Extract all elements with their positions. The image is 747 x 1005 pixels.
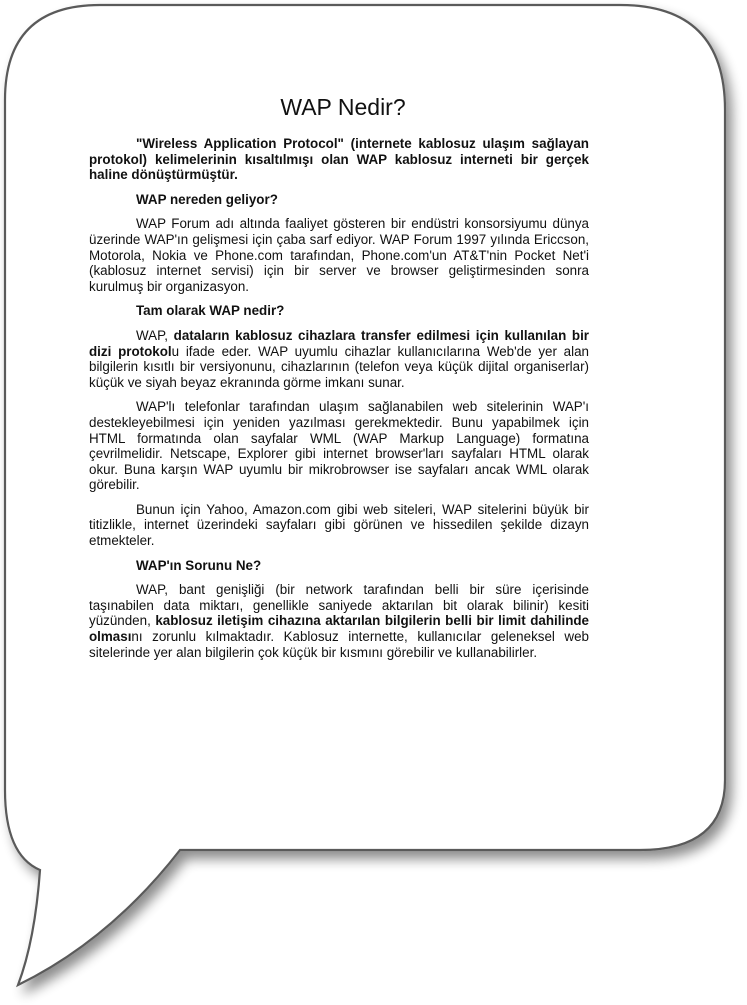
intro-paragraph: "Wireless Application Protocol" (internete kablosuz ulaşım sağlayan protokol) kelimelerinin kısaltılmışı olan WAP kablosuz interneti bir gerçek haline dönüştürmüştür.: [89, 136, 589, 183]
page-title: WAP Nedir?: [280, 94, 406, 120]
problem-text-bold: kablosuz iletişim cihazına aktarılan bilgilerin belli bir limit dahilinde olması: [89, 613, 589, 645]
article: [89, 86, 589, 669]
section-heading-problem: WAP'ın Sorunu Ne?: [136, 557, 262, 573]
problem-text-end: nı zorunlu kılmaktadır. Kablosuz internette, kullanıcılar geleneksel web sitelerinde yer alan bilgilerin çok küçük bir kısmını görebilir ve kullanabilirler.: [89, 629, 589, 660]
definition-text-bold: dataların kablosuz cihazlara transfer edilmesi için kullanılan bir dizi protokol: [89, 327, 590, 359]
problem-paragraph: [89, 582, 589, 660]
problem-text-start: WAP, bant genişliği (bir network tarafından belli bir süre içerisinde taşınabilen data miktarı, genellikle saniyede aktarılan bit olarak bilinir) kesiti yüzünden,: [89, 582, 589, 629]
section-heading-origin: WAP nereden geliyor?: [136, 191, 278, 207]
definition-text-end: u ifade eder. WAP uyumlu cihazlar kullanıcılarına Web'de yer alan bilgilerin kısıtlı bir versiyonunu, cihazlarının (telefon veya küçük dijital organiserlar) küçük ve siyah beyaz ekranında görme imkanı sunar.: [89, 343, 589, 390]
definition-text-start: WAP,: [136, 327, 174, 343]
definition-paragraph: [89, 328, 589, 390]
origin-paragraph: WAP Forum adı altında faaliyet gösteren bir endüstri konsorsiyumu dünya üzerinde WAP'ın gelişmesi için çaba sarf ediyor. WAP Forum 1997 yılında Ericcson, Motorola, Nokia ve Phone.com tarafından, Phone.com'un AT&T'nin Pocket Net'i (kablosuz internet servisi) için bir server ve browser geliştirmesinden sonra kurulmuş bir organizasyon.: [89, 216, 589, 294]
sites-paragraph: Bunun için Yahoo, Amazon.com gibi web siteleri, WAP sitelerini büyük bir titizlikle, internet üzerindeki sayfaları gibi görünen ve hissedilen şekilde dizayn etmekteler.: [89, 501, 589, 549]
section-heading-definition: Tam olarak WAP nedir?: [136, 303, 285, 319]
wml-paragraph: WAP'lı telefonlar tarafından ulaşım sağlanabilen web sitelerinin WAP'ı destekleyebilmesi için yeniden yazılması gerekmektedir. Bunu yapabilmek için HTML formatında olan sayfalar WML (WAP Markup Language) formatına çevrilmelidir. Netscape, Explorer gibi internet browser'ları sayfaları HTML olarak okur. Buna karşın WAP uyumlu bir mikrobrowser ise sayfaları ancak WML olarak görebilir.: [89, 399, 589, 493]
